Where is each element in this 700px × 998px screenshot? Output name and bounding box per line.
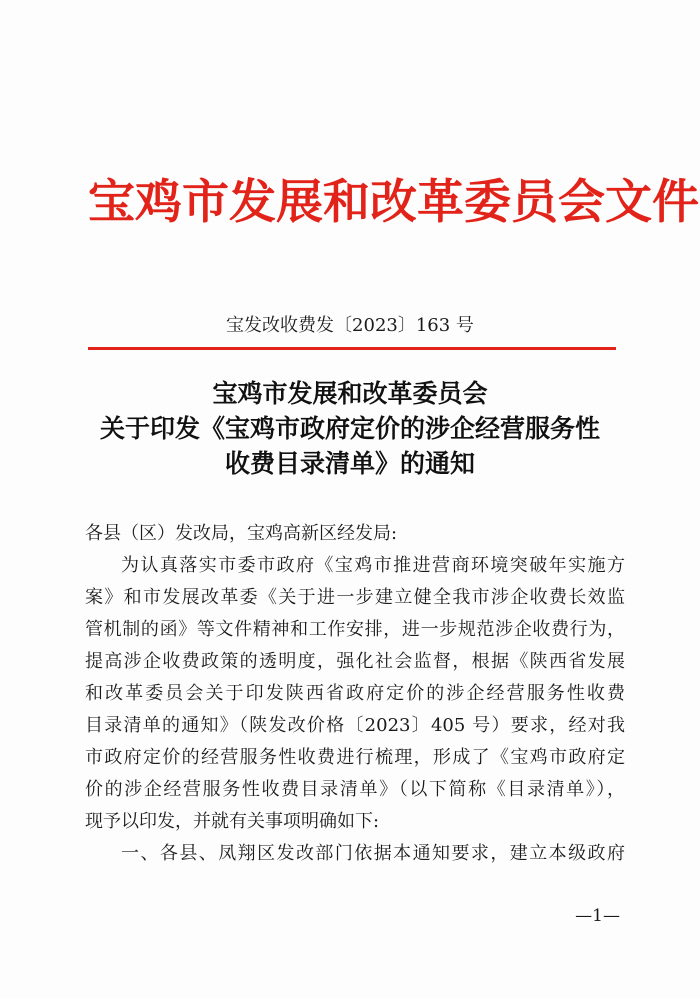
paragraph-1-line-3: 管机制的函》等文件精神和工作安排，进一步规范涉企收费行为，: [85, 619, 625, 640]
red-divider-line: [88, 347, 616, 350]
paragraph-1-line-1: 为认真落实市委市政府《宝鸡市推进营商环境突破年实施方: [121, 555, 625, 576]
document-body: [85, 518, 625, 870]
paragraph-1-line-5: 和改革委员会关于印发陕西省政府定价的涉企经营服务性收费: [85, 683, 625, 704]
paragraph-2-line-1: 一、各县、凤翔区发改部门依据本通知要求，建立本级政府: [121, 843, 625, 864]
document-number: 宝发改收费发〔2023〕163 号: [226, 315, 474, 336]
paragraph-1-line-9: 现予以印发，并就有关事项明确如下:: [85, 811, 380, 832]
paragraph-1-line-6: 目录清单的通知》（陕发改价格〔2023〕405 号）要求，经对我: [85, 715, 625, 736]
document-title: [80, 376, 620, 481]
title-line-2: 关于印发《宝鸡市政府定价的涉企经营服务性: [99, 414, 600, 443]
paragraph-1-line-4: 提高涉企收费政策的透明度，强化社会监督，根据《陕西省发展: [85, 651, 625, 672]
title-line-1: 宝鸡市发展和改革委员会: [212, 379, 488, 408]
addressee-line: 各县（区）发改局，宝鸡高新区经发局:: [85, 523, 398, 544]
page-number: —1—: [575, 906, 620, 926]
masthead-title: 宝鸡市发展和改革委员会文件: [88, 175, 699, 230]
title-line-3: 收费目录清单》的通知: [224, 449, 475, 478]
paragraph-1-line-8: 价的涉企经营服务性收费目录清单》（以下简称《目录清单》），: [85, 779, 625, 800]
paragraph-1-line-2: 案》和市发展改革委《关于进一步建立健全我市涉企收费长效监: [85, 587, 625, 608]
paragraph-1-line-7: 市政府定价的经营服务性收费进行梳理，形成了《宝鸡市政府定: [85, 747, 625, 768]
